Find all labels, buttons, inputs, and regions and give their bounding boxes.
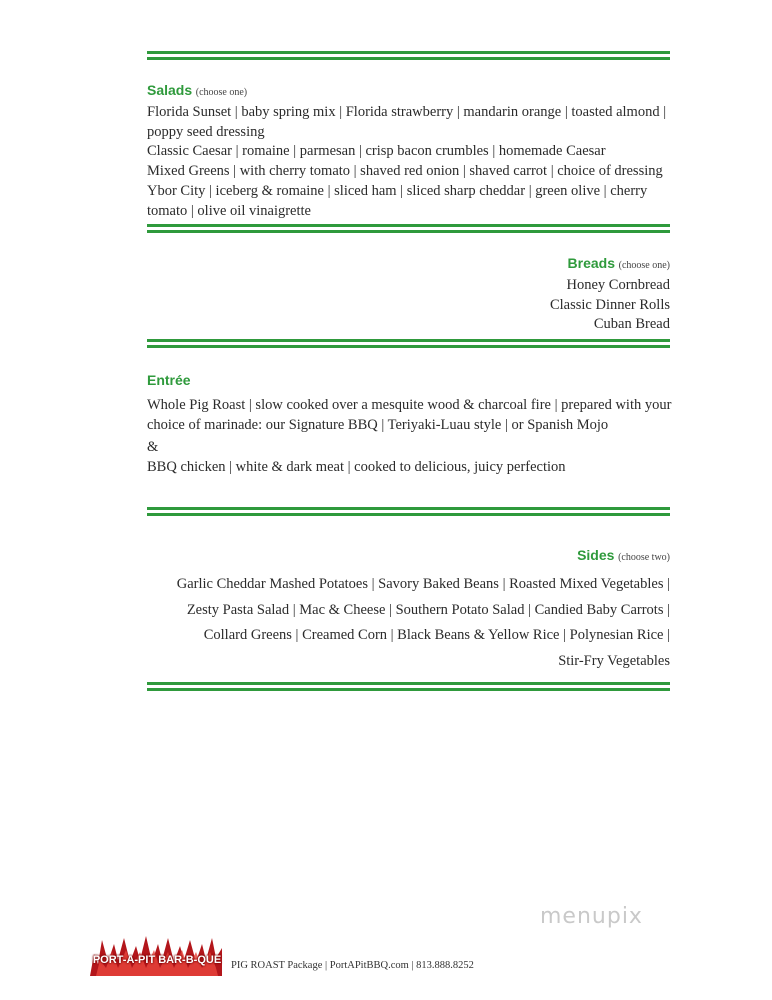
sides-note: (choose two) (618, 552, 670, 563)
salad-line: Mixed Greens | with cherry tomato | shaved red onion | shaved carrot | choice of dressing (147, 163, 663, 180)
salad-line: Ybor City | iceberg & romaine | sliced ham | sliced sharp cheddar | green olive | cherry (147, 182, 648, 199)
salad-line: poppy seed dressing (147, 123, 265, 140)
footer-text: PIG ROAST Package | PortAPitBBQ.com | 813.888.8252 (231, 960, 474, 971)
side-line: Stir-Fry Vegetables (558, 652, 670, 669)
divider-rule (147, 51, 670, 60)
breads-note: (choose one) (618, 260, 670, 271)
side-line: Collard Greens | Creamed Corn | Black Beans & Yellow Rice | Polynesian Rice | (203, 627, 670, 643)
salads-note: (choose one) (195, 87, 248, 98)
side-line: Zesty Pasta Salad | Mac & Cheese | Southern Potato Salad | Candied Baby Carrots | (186, 601, 670, 618)
breads-section (147, 254, 670, 335)
divider-rule (147, 682, 670, 691)
breads-heading: Breads (567, 255, 615, 271)
bread-line: Cuban Bread (593, 316, 670, 333)
salads-heading: Salads (147, 82, 193, 98)
watermark: menupix (540, 904, 643, 929)
sides-section (147, 545, 670, 674)
entree-heading: Entrée (147, 372, 191, 388)
salad-line: Classic Caesar | romaine | parmesan | crisp bacon crumbles | homemade Caesar (147, 143, 606, 160)
divider-rule (147, 224, 670, 233)
logo-text: PORT-A-PIT BAR-B-QUE (92, 954, 222, 966)
salads-section (147, 81, 670, 222)
entree-line: choice of marinade: our Signature BBQ | Teriyaki-Luau style | or Spanish Mojo (147, 416, 609, 433)
flame-logo (88, 934, 224, 978)
bread-line: Honey Cornbread (566, 276, 670, 293)
footer (88, 934, 608, 980)
bread-line: Classic Dinner Rolls (549, 296, 670, 313)
entree-line: BBQ chicken | white & dark meat | cooked to delicious, juicy perfection (147, 459, 566, 476)
divider-rule (147, 507, 670, 516)
entree-line: & (147, 439, 159, 456)
side-line: Garlic Cheddar Mashed Potatoes | Savory Baked Beans | Roasted Mixed Vegetables | (176, 576, 670, 592)
entree-line: Whole Pig Roast | slow cooked over a mesquite wood & charcoal fire | prepared with your (147, 396, 672, 413)
entree-section (147, 371, 670, 478)
salad-line: Florida Sunset | baby spring mix | Florida strawberry | mandarin orange | toasted almond | (147, 103, 667, 120)
salad-line: tomato | olive oil vinaigrette (147, 202, 311, 219)
sides-heading: Sides (577, 547, 615, 563)
divider-rule (147, 339, 670, 348)
